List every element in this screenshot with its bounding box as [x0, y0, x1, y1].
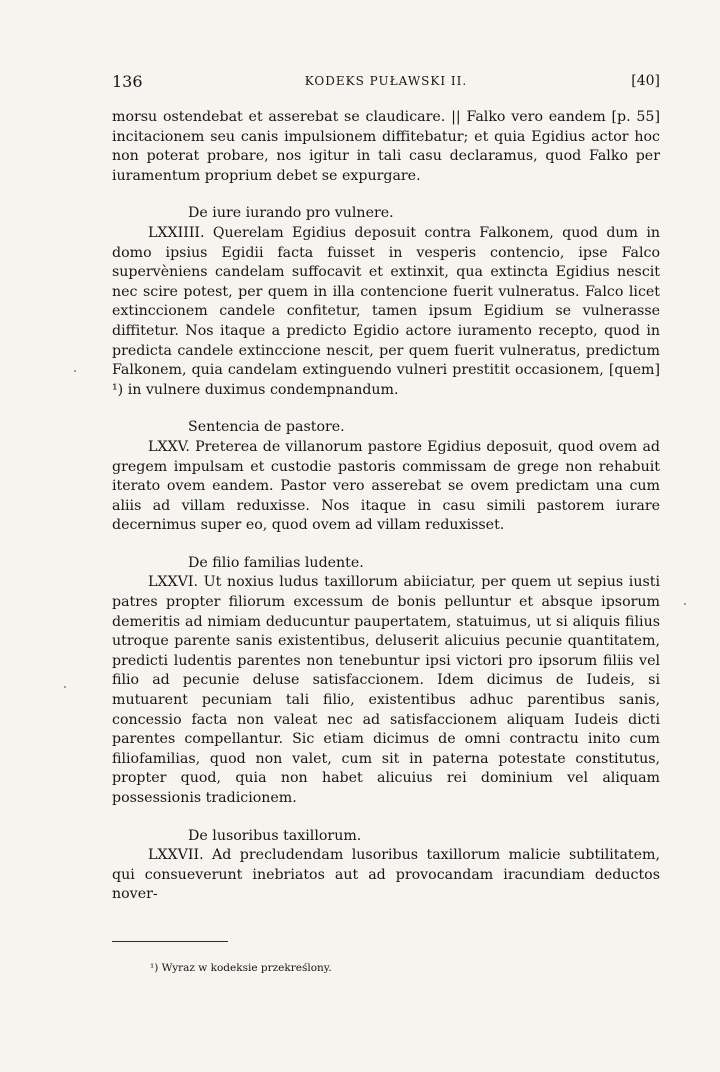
section-heading: De lusoribus taxillorum. [188, 827, 362, 844]
paragraph-lxxvii: LXXVII. Ad precludendam lusoribus taxillorum malicie subtilitatem, qui consueverunt inebriatos aut ad provocandam iracundiam deductos nover- [112, 847, 660, 903]
running-title: KODEKS PUŁAWSKI II. [304, 74, 468, 88]
footnote: ¹) Wyraz w kodeksie przekreślony. [150, 962, 332, 974]
section-heading: De filio familias ludente. [188, 554, 364, 571]
paragraph-lxxv: LXXV. Preterea de villanorum pastore Egidius deposuit, quod ovem ad gregem impulsam et custodie pastoris commissam de grege non rehabuit iterato ovem eandem. Pastor vero asserebat se ovem predictam una cum aliis ad villam reduxisse. Nos itaque in casu simili pastorem iurare decernimus super eo, quod ovem ad villam reduxisset. [112, 438, 660, 534]
section-reference: [40] [631, 73, 660, 89]
section-heading: Sentencia de pastore. [188, 419, 345, 436]
paragraph-lxxiiii: LXXIIII. Querelam Egidius deposuit contra Falkonem, quod dum in domo ipsius Egidii facta fuisset in vesperis contencio, ipse Falco supervèniens candelam suffocavit et extinxit, qua extincta Egidius nescit nec scire potest, per quem in illa contencione fuerit vulneratus. Falco licet extinccionem candele confitetur, tamen ipsum Egidium se vulnerasse diffitetur. Nos itaque a predicto Egidio actore iuramento recepto, quod in predicta candele extinccione nescit, per quem fuerit vulneratus, predictum Falkonem, quia candelam extinguendo vulneri prestitit occasionem, [quem] ¹) in vulnere duximus condempnandum. [112, 224, 660, 398]
footnote-rule [112, 941, 228, 942]
running-header [112, 72, 660, 96]
paragraph-continuation: morsu ostendebat et asserebat se claudicare. || Falko vero eandem [p. 55] incitacionem seu canis impulsionem diffitebatur; et quia Egidius actor hoc non poterat probare, nos igitur in tali casu declaramus, quod Falko per iuramentum proprium debet se expurgare. [112, 109, 660, 184]
main-text [112, 108, 660, 905]
paragraph-lxxvi: LXXVI. Ut noxius ludus taxillorum abiiciatur, per quem ut sepius iusti patres propter filiorum excessum de bonis pelluntur et absque ipsorum demeritis ad nimiam deducuntur paupertatem, statuimus, ut si aliquis filius utroque parente sanis existentibus, deluserit alicuius pecunie quantitatem, predicti ludentis parentes non tenebuntur ipsi victori pro ipsorum filiis vel filio ad pecunie deluse satisfaccionem. Idem dicimus de Iudeis, si mutuarent pecuniam tali filio, existentibus adhuc parentibus sanis, concessio facta non valeat nec ad satisfaccionem aliquam Iudeis dicti parentes compellantur. Sic etiam dicimus de omni contractu inito cum filiofamilias, quod non valet, cum sit in paterna potestate constitutus, propter quod, quia non habet alicuius rei dominium vel aliquam possessionis tradicionem. [112, 574, 660, 806]
scan-speck [64, 686, 66, 688]
scan-speck [684, 603, 686, 605]
page-number: 136 [112, 72, 143, 91]
scan-speck [74, 370, 76, 372]
section-heading: De iure iurando pro vulnere. [188, 205, 394, 222]
